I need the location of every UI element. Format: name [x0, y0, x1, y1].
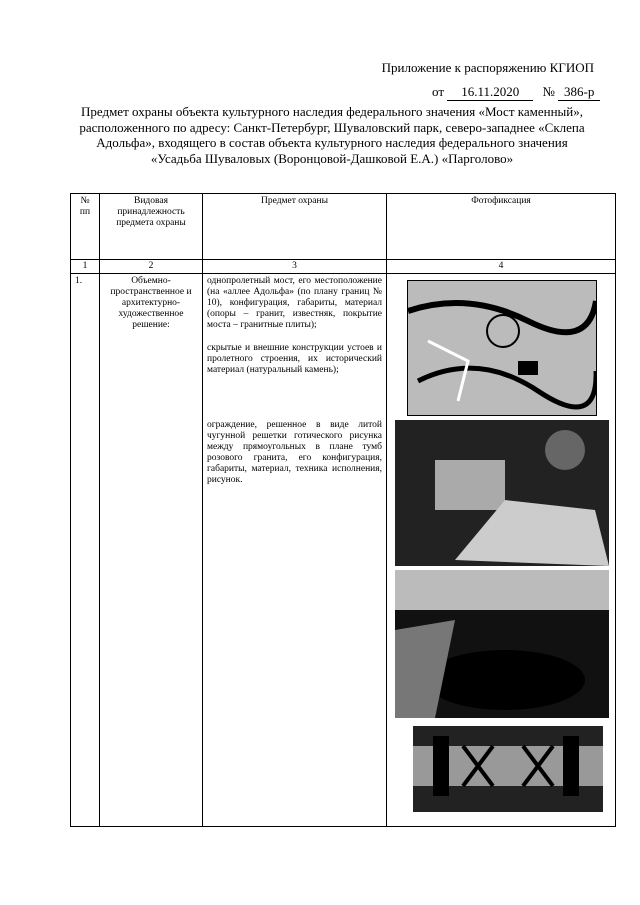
appendix-label: Приложение к распоряжению КГИОП	[381, 60, 594, 75]
subject-item: скрытые и внешние конструкции устоев и пролетного строения, их исторический материал (натуральный камень);	[207, 343, 382, 375]
bridge-photo-3	[413, 726, 603, 812]
document-title	[64, 104, 600, 166]
subject-item: однопролетный мост, его местоположение (на «аллее Адольфа» (по плану границ № 10), конфигурация, габариты, материал (опоры – гранит, известняк, покрытие моста – гранитные плиты);	[207, 276, 382, 330]
title-line: Предмет охраны объекта культурного наследия федерального значения «Мост каменный»,	[80, 104, 583, 119]
site-plan-map	[407, 280, 597, 416]
row-subject	[203, 274, 387, 827]
col-number: 4	[387, 260, 616, 274]
header-photo: Фотофиксация	[387, 194, 616, 260]
order-number: 386-р	[558, 84, 600, 101]
header-subject: Предмет охраны	[203, 194, 387, 260]
photo-cell	[387, 274, 616, 827]
order-date: 16.11.2020	[447, 84, 533, 101]
number-prefix: №	[542, 84, 555, 99]
col-number: 1	[71, 260, 100, 274]
header-type: Видовая принадлежность предмета охраны	[100, 194, 203, 260]
protection-table	[70, 193, 616, 827]
row-number: 1.	[71, 274, 100, 827]
column-number-row	[71, 260, 616, 274]
row-type: Объемно-пространственное и архитектурно-художественное решение:	[100, 274, 203, 827]
col-number: 3	[203, 260, 387, 274]
header-num: № пп	[71, 194, 100, 260]
order-date-line	[432, 84, 600, 101]
table-header-row	[71, 194, 616, 260]
date-prefix: от	[432, 84, 445, 99]
title-line: Адольфа», входящего в состав объекта культурного наследия федерального значения	[96, 135, 568, 150]
subject-item: ограждение, решенное в виде литой чугунной решетки готического рисунка между прямоугольных в плане тумб розового гранита, его конфигурация, габариты, материал, техника исполнения, рисунок.	[207, 420, 382, 485]
bridge-photo-1	[395, 420, 609, 566]
bridge-photo-2	[395, 570, 609, 718]
title-line: «Усадьба Шуваловых (Воронцовой-Дашковой Е.А.) «Парголово»	[150, 150, 514, 166]
col-number: 2	[100, 260, 203, 274]
title-line: расположенного по адресу: Санкт-Петербург, Шуваловский парк, северо-западнее «Склепа	[79, 119, 585, 135]
table-row	[71, 274, 616, 827]
